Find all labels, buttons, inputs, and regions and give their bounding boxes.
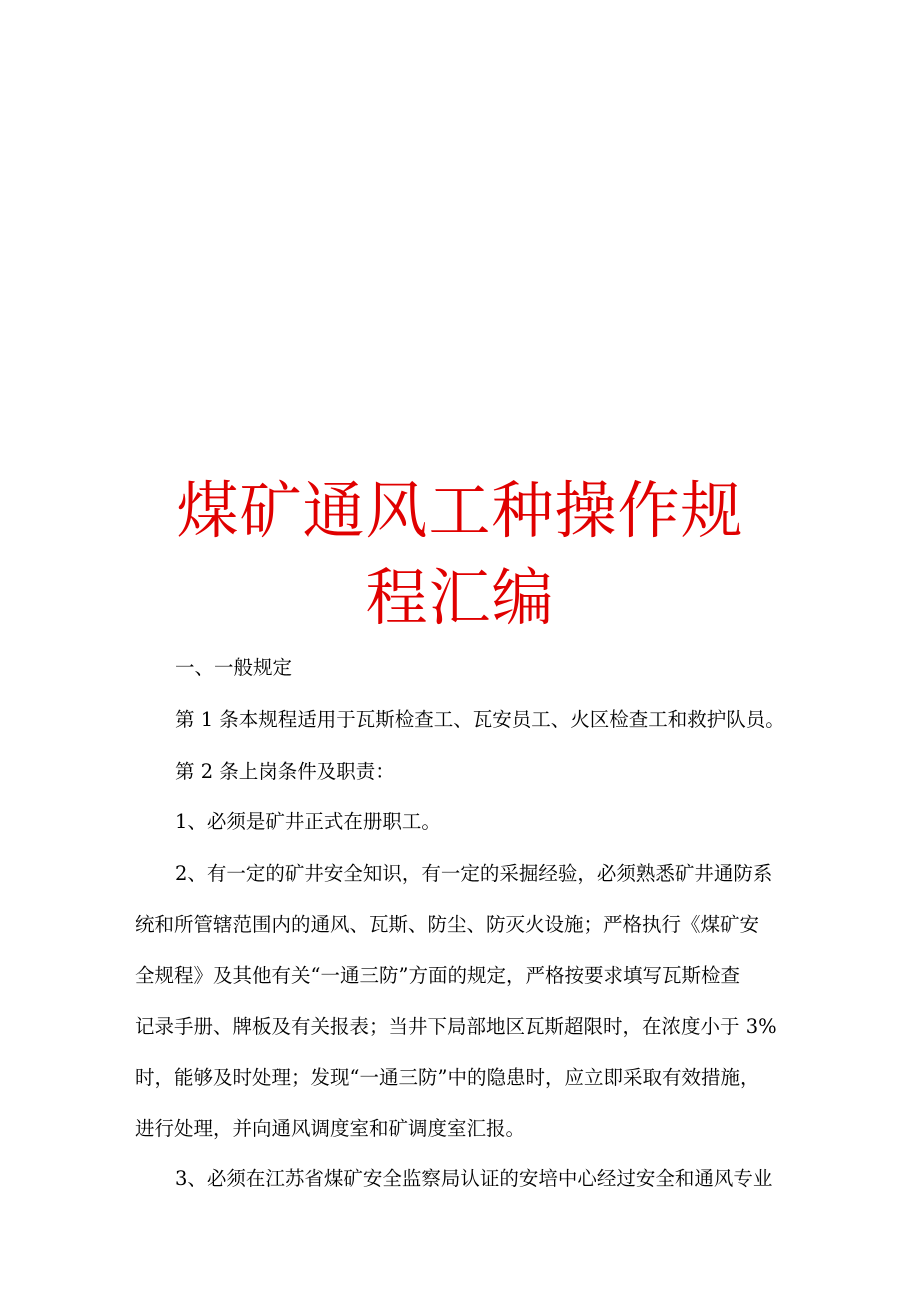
section-heading-general-rules: 一、一般规定 xyxy=(175,656,293,679)
item-2-line-2: 统和所管辖范围内的通风、瓦斯、防尘、防灭火设施；严格执行《煤矿安 xyxy=(135,913,760,936)
item-2-line-6: 进行处理，并向通风调度室和矿调度室汇报。 xyxy=(135,1117,526,1140)
item-3-line-1: 3、必须在江苏省煤矿安全监察局认证的安培中心经过安全和通风专业 xyxy=(175,1167,773,1190)
item-1: 1、必须是矿井正式在册职工。 xyxy=(175,810,441,833)
item-2-line-4: 记录手册、牌板及有关报表；当井下局部地区瓦斯超限时，在浓度小于 3% xyxy=(135,1015,777,1038)
article-2: 第 2 条上岗条件及职责： xyxy=(175,760,395,783)
item-2-line-3: 全规程》及其他有关“一通三防”方面的规定，严格按要求填写瓦斯检查 xyxy=(135,964,740,987)
document-title-line-2: 程汇编 xyxy=(365,561,555,634)
document-title-line-1: 煤矿通风工种操作规 xyxy=(176,474,744,547)
item-2-line-1: 2、有一定的矿井安全知识，有一定的采掘经验，必须熟悉矿井通防系 xyxy=(175,862,773,885)
article-1: 第 1 条本规程适用于瓦斯检查工、瓦安员工、火区检查工和救护队员。 xyxy=(175,708,785,731)
item-2-line-5: 时，能够及时处理；发现“一通三防”中的隐患时，应立即采取有效措施， xyxy=(135,1066,760,1089)
